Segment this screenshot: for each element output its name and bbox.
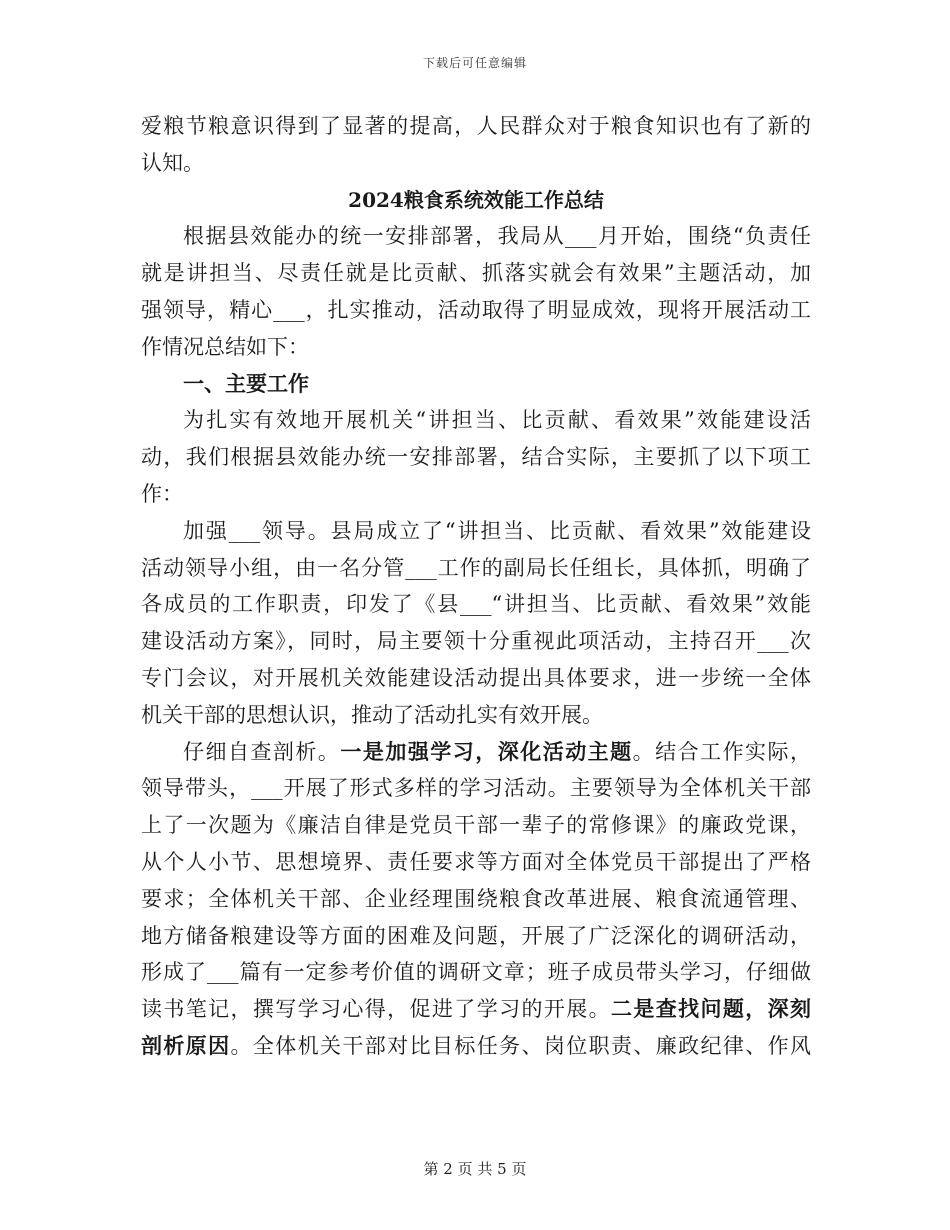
p4-line-3: 上了一次题为《廉洁自律是党员干部一辈子的常修课》的廉政党课， bbox=[141, 813, 811, 838]
intro-line-2: 认知。 bbox=[141, 150, 204, 175]
p1-line-3: 强领导，精心___，扎实推动，活动取得了明显成效，现将开展活动工 bbox=[141, 297, 811, 322]
p4-line-5: 要求；全体机关干部、企业经理围绕粮食改革进展、粮食流通管理、 bbox=[141, 886, 811, 911]
p3-line-5: 专门会议，对开展机关效能建设活动提出具体要求，进一步统一全体 bbox=[141, 665, 811, 690]
p4-line-9 bbox=[141, 1028, 811, 1065]
p2-line-1: 为扎实有效地开展机关“讲担当、比贡献、看效果”效能建设活 bbox=[183, 408, 811, 433]
page-number: 第 2 页 共 5 页 bbox=[423, 1160, 527, 1178]
section-heading-main-work: 一、主要工作 bbox=[183, 370, 309, 396]
p4-line-4: 从个人小节、思想境界、责任要求等方面对全体党员干部提出了严格 bbox=[141, 849, 811, 874]
p4-line-2: 领导带头，___开展了形式多样的学习活动。主要领导为全体机关干部 bbox=[141, 776, 811, 801]
p4-line-1-bold: 一是加强学习，深化活动主题 bbox=[340, 738, 633, 764]
p2-line-3: 作： bbox=[141, 481, 183, 506]
p3-line-4: 建设活动方案》，同时，局主要领十分重视此项活动，主持召开___次 bbox=[141, 629, 811, 654]
p4-line-1-tail: 。结合工作实际， bbox=[632, 739, 812, 764]
p4-line-8-plain: 读书笔记，撰写学习心得，促进了学习的开展。 bbox=[141, 997, 611, 1022]
p4-line-6: 地方储备粮建设等方面的困难及问题，开展了广泛深化的调研活动， bbox=[141, 923, 811, 948]
p4-line-9-plain: 。全体机关干部对比目标任务、岗位职责、廉政纪律、作风 bbox=[230, 1033, 812, 1058]
p1-line-4: 作情况总结如下： bbox=[141, 334, 309, 359]
p4-line-9-bold: 剖析原因 bbox=[141, 1032, 231, 1058]
document-title: 2024粮食系统效能工作总结 bbox=[348, 187, 604, 212]
p4-line-1-plain: 仔细自查剖析。 bbox=[183, 739, 341, 764]
intro-line-1: 爱粮节粮意识得到了显著的提高，人民群众对于粮食知识也有了新的 bbox=[141, 114, 811, 138]
p1-line-1: 根据县效能办的统一安排部署，我局从___月开始，围绕“负责任 bbox=[183, 224, 811, 249]
p3-line-2: 活动领导小组，由一名分管___工作的副局长任组长，具体抓，明确了 bbox=[141, 555, 811, 580]
header-note: 下载后可任意编辑 bbox=[422, 56, 527, 70]
p1-line-2: 就是讲担当、尽责任就是比贡献、抓落实就会有效果”主题活动，加 bbox=[141, 261, 811, 286]
p4-line-7: 形成了___篇有一定参考价值的调研文章；班子成员带头学习，仔细做 bbox=[141, 960, 811, 985]
document-body bbox=[141, 108, 811, 1065]
p2-line-2: 动，我们根据县效能办统一安排部署，结合实际，主要抓了以下项工 bbox=[141, 445, 811, 470]
p3-line-3: 各成员的工作职责，印发了《县___“讲担当、比贡献、看效果”效能 bbox=[141, 592, 811, 617]
p4-line-1 bbox=[141, 734, 811, 771]
p3-line-6: 机关干部的思想认识，推动了活动扎实有效开展。 bbox=[141, 702, 603, 727]
p3-line-1: 加强___领导。县局成立了“讲担当、比贡献、看效果”效能建设 bbox=[183, 518, 811, 543]
p4-line-8 bbox=[141, 991, 811, 1028]
p4-line-8-bold: 二是查找问题，深刻 bbox=[610, 996, 812, 1022]
